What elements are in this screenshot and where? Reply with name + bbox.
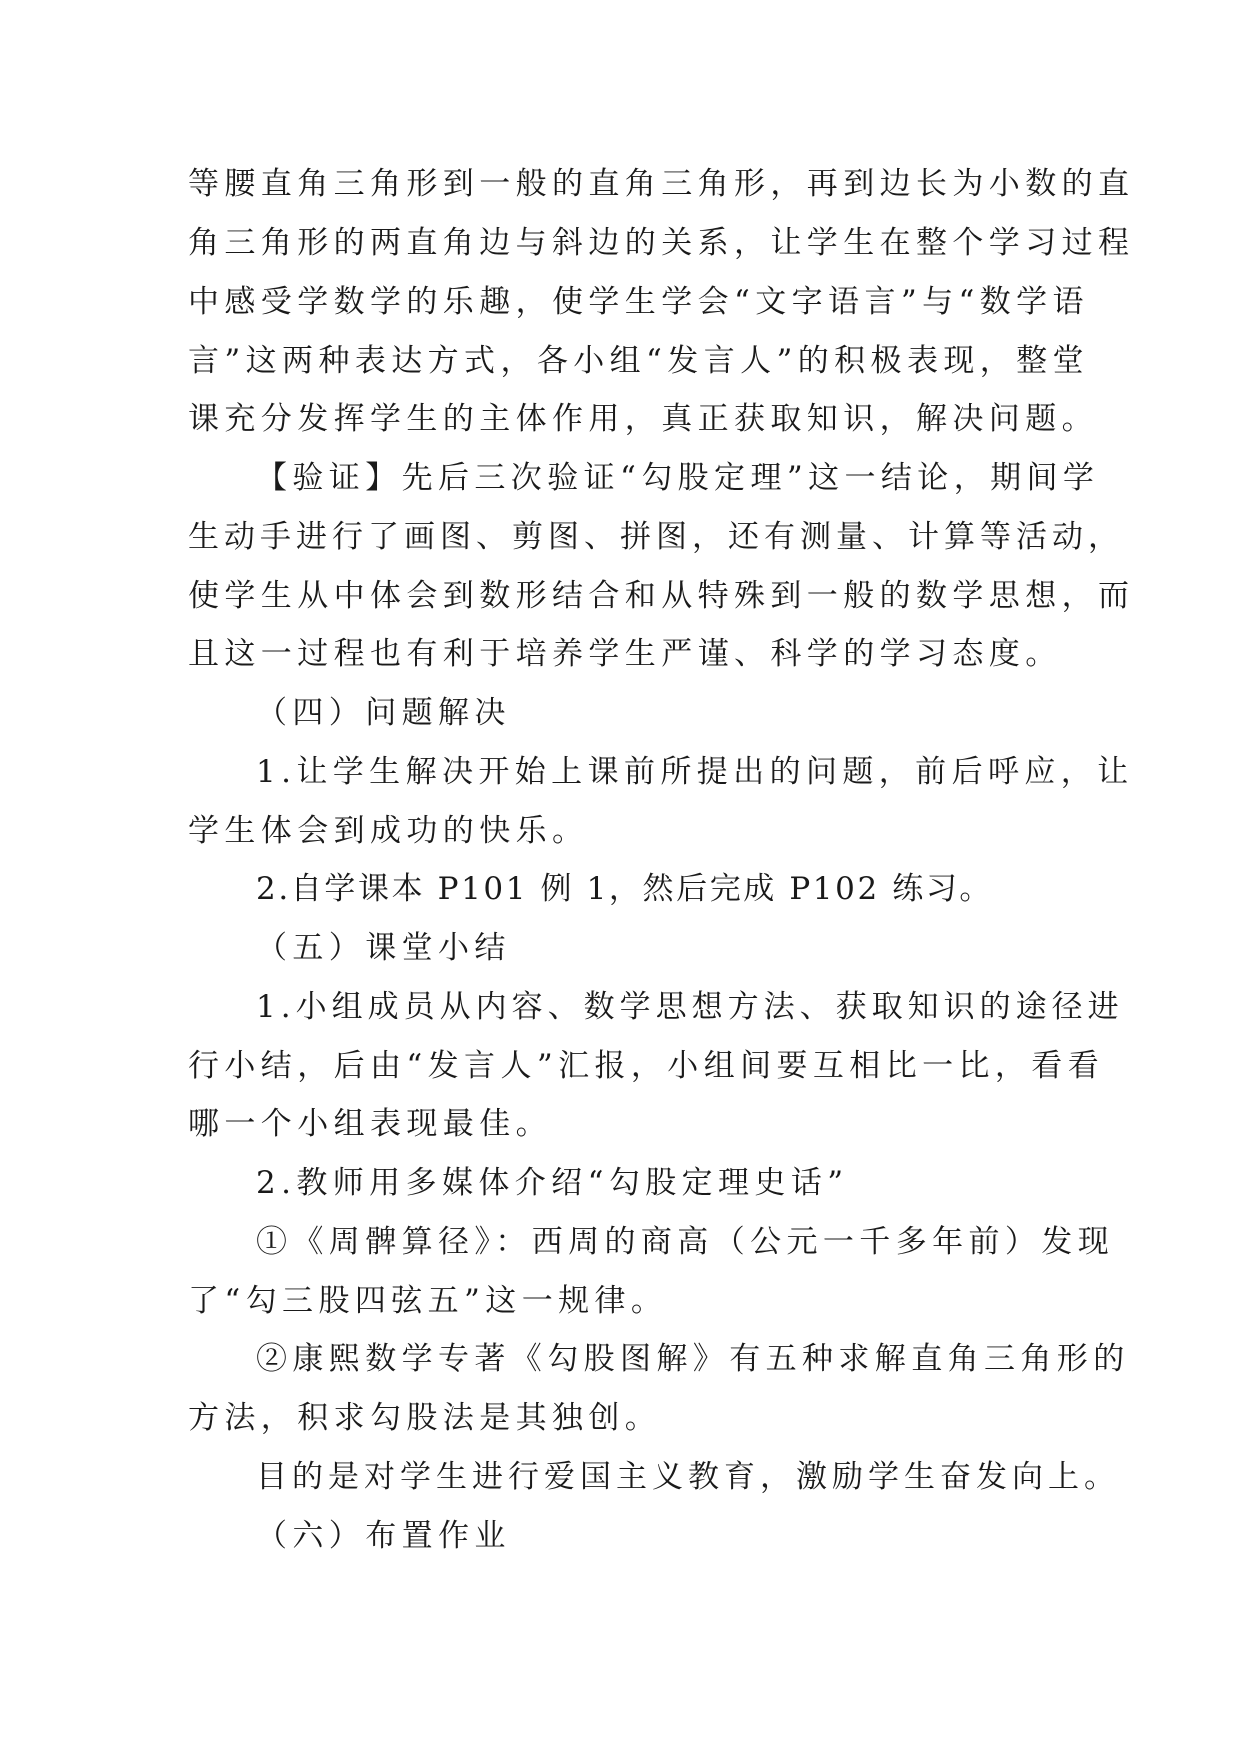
text-line: ②康熙数学专著《勾股图解》有五种求解直角三角形的 — [256, 1341, 1130, 1377]
text-line: 哪一个小组表现最佳。 — [188, 1106, 552, 1142]
text-line: 目的是对学生进行爱国主义教育，激励学生奋发向上。 — [256, 1459, 1120, 1495]
text-line: ①《周髀算径》：西周的商高（公元一千多年前）发现 — [256, 1224, 1115, 1260]
text-line: 中感受学数学的乐趣，使学生学会“文字语言”与“数学语 — [188, 284, 1089, 320]
text-line: 2.自学课本 P101 例 1，然后完成 P102 练习。 — [256, 871, 994, 907]
text-line: 【验证】先后三次验证“勾股定理”这一结论，期间学 — [256, 460, 1100, 496]
text-line: 方法，积求勾股法是其独创。 — [188, 1400, 662, 1436]
text-line: 学生体会到成功的快乐。 — [188, 813, 589, 849]
text-line: 1.让学生解决开始上课前所提出的问题，前后呼应，让 — [256, 754, 1134, 790]
text-line: 角三角形的两直角边与斜边的关系，让学生在整个学习过程 — [188, 225, 1135, 261]
text-line: 言”这两种表达方式，各小组“发言人”的积极表现，整堂 — [188, 343, 1089, 379]
text-line: 使学生从中体会到数形结合和从特殊到一般的数学思想，而 — [188, 578, 1135, 614]
text-line: 了“勾三股四弦五”这一规律。 — [188, 1283, 668, 1319]
text-line: 2.教师用多媒体介绍“勾股定理史话” — [256, 1165, 849, 1201]
text-line: 课充分发挥学生的主体作用，真正获取知识，解决问题。 — [188, 401, 1098, 437]
section-heading: （六）布置作业 — [256, 1518, 511, 1554]
text-line: 生动手进行了画图、剪图、拼图，还有测量、计算等活动， — [188, 519, 1124, 555]
text-line: 等腰直角三角形到一般的直角三角形，再到边长为小数的直 — [188, 166, 1135, 202]
text-line: 行小结，后由“发言人”汇报，小组间要互相比一比，看看 — [188, 1048, 1105, 1084]
text-line: 且这一过程也有利于培养学生严谨、科学的学习态度。 — [188, 636, 1062, 672]
text-line: 1.小组成员从内容、数学思想方法、获取知识的途径进 — [256, 989, 1124, 1025]
section-heading: （四）问题解决 — [256, 695, 511, 731]
section-heading: （五）课堂小结 — [256, 930, 511, 966]
